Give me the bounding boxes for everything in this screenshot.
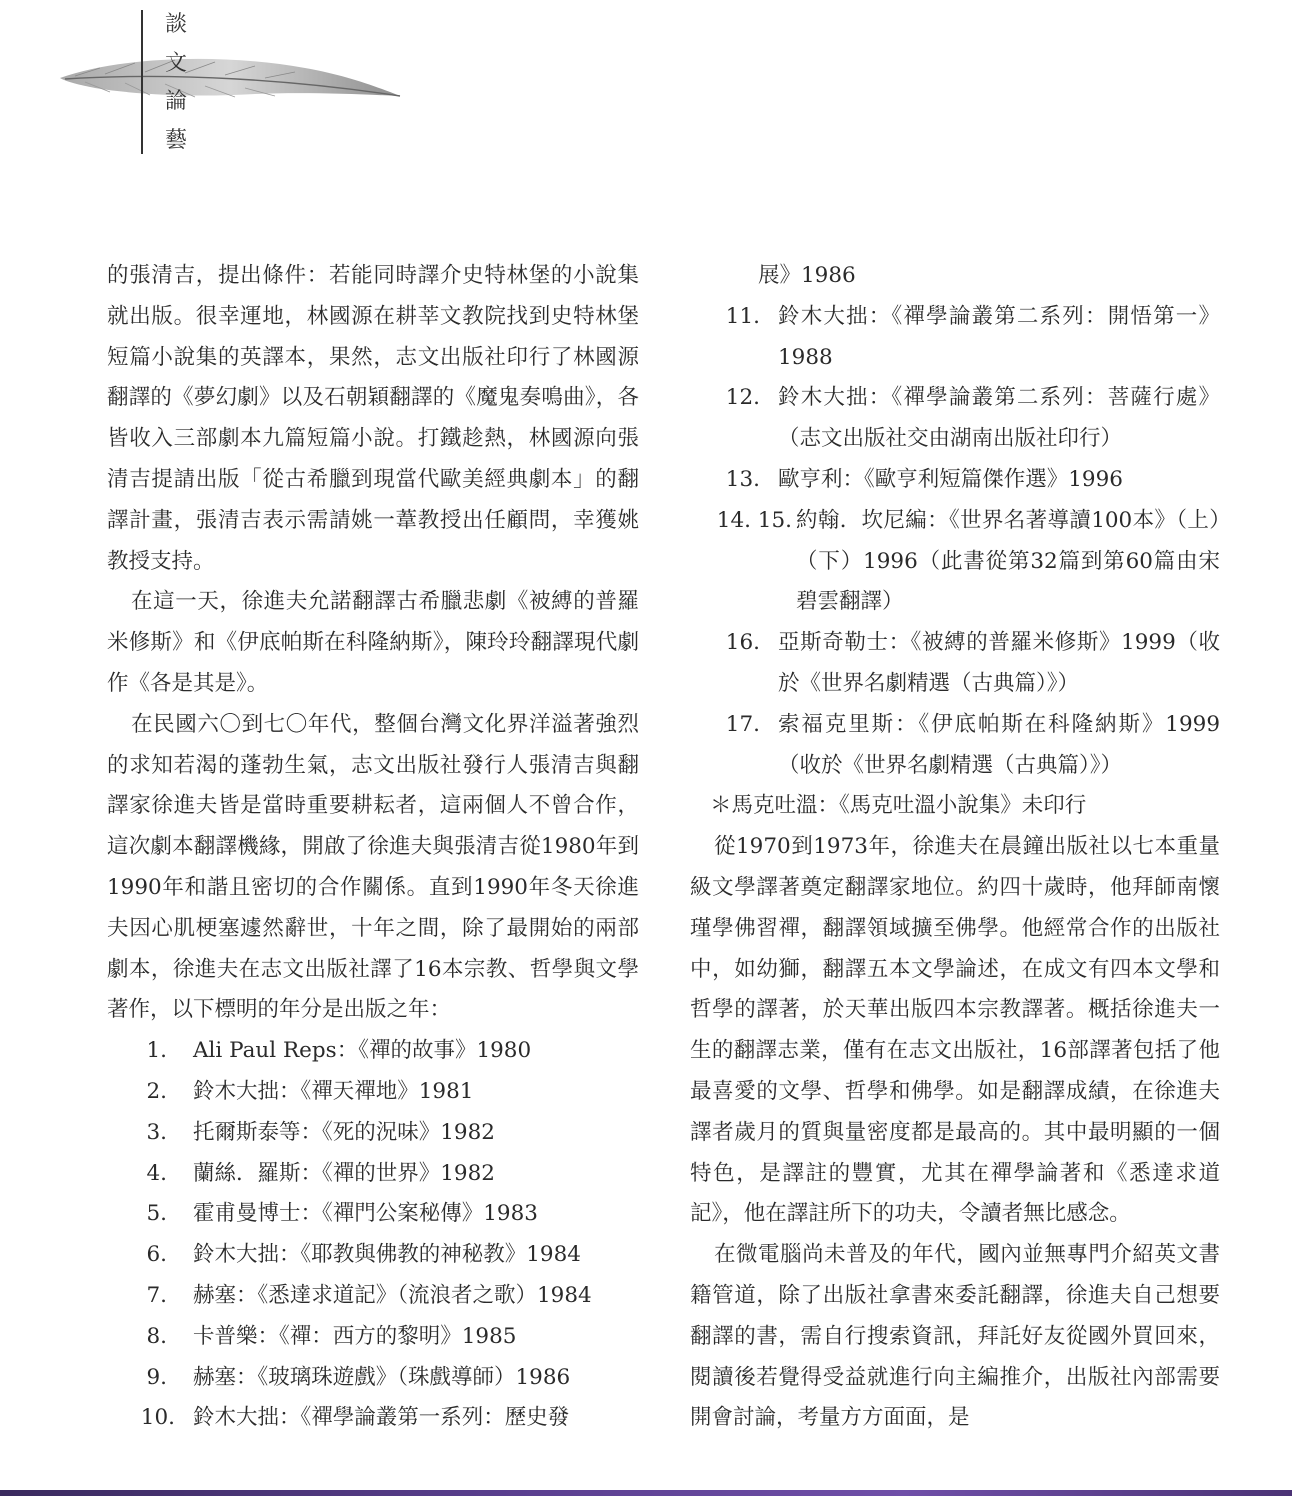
list-number: 4. bbox=[146, 1160, 167, 1186]
title-char: 論 bbox=[164, 89, 187, 114]
list-number: 2. bbox=[146, 1078, 167, 1104]
list-text: 蘭絲．羅斯：《禪的世界》1982 bbox=[193, 1160, 495, 1186]
list-item bbox=[125, 1072, 639, 1113]
list-number: 9. bbox=[146, 1364, 167, 1390]
list-text: 鈴木大拙：《禪學論叢第二系列：開悟第一》1988 bbox=[778, 303, 1220, 370]
title-char: 談 bbox=[164, 12, 187, 37]
list-number: 10. bbox=[140, 1405, 175, 1431]
list-item bbox=[125, 1031, 639, 1072]
list-item bbox=[125, 1276, 639, 1317]
list-continuation: 展》1986 bbox=[758, 263, 856, 288]
list-item bbox=[710, 378, 1220, 460]
list-number: 12. bbox=[725, 385, 760, 411]
paragraph: 在民國六〇到七〇年代，整個台灣文化界洋溢著強烈的求知若渴的蓬勃生氣，志文出版社發行人張清吉與翻譯家徐進夫皆是當時重要耕耘者，這兩個人不曾合作，這次劇本翻譯機緣，開啟了徐進夫與張清吉從1980年到1990年和諧且密切的合作關係。直到1990年冬天徐進夫因心肌梗塞遽然辭世，十年之間，除了最開始的兩部劇本，徐進夫在志文出版社譯了16本宗教、哲學與文學著作，以下標明的年分是出版之年： bbox=[107, 711, 639, 1023]
list-item bbox=[125, 1317, 639, 1358]
header-divider bbox=[141, 10, 143, 154]
list-item bbox=[710, 297, 1220, 379]
left-column bbox=[107, 256, 639, 1439]
list-item bbox=[125, 1154, 639, 1195]
section-title-vertical bbox=[160, 6, 192, 160]
list-text: 歐亨利：《歐亨利短篇傑作選》1996 bbox=[778, 466, 1123, 492]
right-column bbox=[690, 256, 1220, 1439]
title-char: 文 bbox=[164, 50, 187, 76]
list-number: 8. bbox=[146, 1323, 167, 1349]
bottom-edge-bar bbox=[0, 1490, 1292, 1496]
list-text: 索福克里斯：《伊底帕斯在科隆納斯》1999（收於《世界名劇精選（古典篇）》） bbox=[778, 711, 1220, 778]
list-text: 赫塞：《悉達求道記》（流浪者之歌）1984 bbox=[193, 1282, 592, 1308]
list-text: 鈴木大拙：《禪學論叢第二系列：菩薩行處》（志文出版社交由湖南出版社印行） bbox=[778, 385, 1220, 452]
list-number: 13. bbox=[725, 466, 760, 492]
list-item bbox=[125, 1194, 639, 1235]
list-item bbox=[710, 501, 1220, 623]
list-number: 16. bbox=[725, 630, 760, 656]
list-number: 6. bbox=[146, 1242, 167, 1268]
paragraph: 在這一天，徐進夫允諾翻譯古希臘悲劇《被縛的普羅米修斯》和《伊底帕斯在科隆納斯》，陳玲玲翻譯現代劇作《各是其是》。 bbox=[107, 589, 639, 696]
unpublished-note: ＊馬克吐溫：《馬克吐溫小說集》未印行 bbox=[710, 793, 1087, 819]
paragraph: 在微電腦尚未普及的年代，國內並無專門介紹英文書籍管道，除了出版社拿書來委託翻譯，徐進夫自己想要翻譯的書，需自行搜索資訊，拜託好友從國外買回來，閱讀後若覺得受益就進行向主編推介，出版社內部需要開會討論，考量方方面面，是 bbox=[690, 1242, 1220, 1431]
list-number: 3. bbox=[146, 1119, 167, 1145]
list-item bbox=[125, 1235, 639, 1276]
list-number: 7. bbox=[146, 1282, 167, 1308]
list-text: 亞斯奇勒士：《被縛的普羅米修斯》1999（收於《世界名劇精選（古典篇）》） bbox=[778, 630, 1220, 696]
list-item bbox=[125, 1398, 639, 1439]
list-text: 托爾斯泰等：《死的況味》1982 bbox=[193, 1119, 495, 1145]
list-text: 鈴木大拙：《禪天禪地》1981 bbox=[193, 1078, 474, 1104]
paragraph: 從1970到1973年，徐進夫在晨鐘出版社以七本重量級文學譯著奠定翻譯家地位。約四十歲時，他拜師南懷瑾學佛習禪，翻譯領域擴至佛學。他經常合作的出版社中，如幼獅，翻譯五本文學論述，在成文有四本文學和哲學的譯著，於天華出版四本宗教譯著。概括徐進夫一生的翻譯志業，僅有在志文出版社，16部譯著包括了他最喜愛的文學、哲學和佛學。如是翻譯成績，在徐進夫譯者歲月的質與量密度都是最高的。其中最明顯的一個特色，是譯註的豐實，尤其在禪學論著和《悉達求道記》，他在譯註所下的功夫，令讀者無比感念。 bbox=[690, 834, 1220, 1227]
list-item bbox=[125, 1113, 639, 1154]
list-text: Ali Paul Reps：《禪的故事》1980 bbox=[193, 1038, 532, 1064]
list-item bbox=[710, 705, 1220, 787]
list-number: 11. bbox=[725, 303, 760, 329]
title-char: 藝 bbox=[164, 127, 187, 153]
list-item bbox=[710, 460, 1220, 501]
list-number: 1. bbox=[146, 1038, 167, 1064]
page-header bbox=[0, 0, 420, 170]
list-number: 14. 15. bbox=[716, 507, 792, 533]
list-text: 鈴木大拙：《耶教與佛教的神秘教》1984 bbox=[193, 1242, 581, 1268]
feather-quill-icon bbox=[55, 50, 405, 110]
list-text: 約翰．坎尼編：《世界名著導讀100本》（上）（下）1996（此書從第32篇到第60篇由宋碧雲翻譯） bbox=[796, 507, 1220, 615]
list-text: 卡普樂：《禪：西方的黎明》1985 bbox=[193, 1323, 517, 1349]
list-item bbox=[710, 623, 1220, 705]
translation-list bbox=[107, 1031, 639, 1439]
list-item bbox=[125, 1358, 639, 1399]
paragraph: 的張清吉，提出條件：若能同時譯介史特林堡的小說集就出版。很幸運地，林國源在耕莘文教院找到史特林堡短篇小說集的英譯本，果然，志文出版社印行了林國源翻譯的《夢幻劇》以及石朝穎翻譯的《魔鬼奏鳴曲》，各皆收入三部劇本九篇短篇小說。打鐵趁熱，林國源向張清吉提請出版「從古希臘到現當代歐美經典劇本」的翻譯計畫，張清吉表示需請姚一葦教授出任顧問，幸獲姚教授支持。 bbox=[107, 263, 639, 574]
list-number: 17. bbox=[725, 711, 760, 737]
list-text: 赫塞：《玻璃珠遊戲》（珠戲導師）1986 bbox=[193, 1364, 571, 1390]
list-number: 5. bbox=[146, 1201, 167, 1227]
list-text: 鈴木大拙：《禪學論叢第一系列：歷史發 bbox=[193, 1405, 570, 1431]
list-text: 霍甫曼博士：《禪門公案秘傳》1983 bbox=[193, 1201, 538, 1227]
